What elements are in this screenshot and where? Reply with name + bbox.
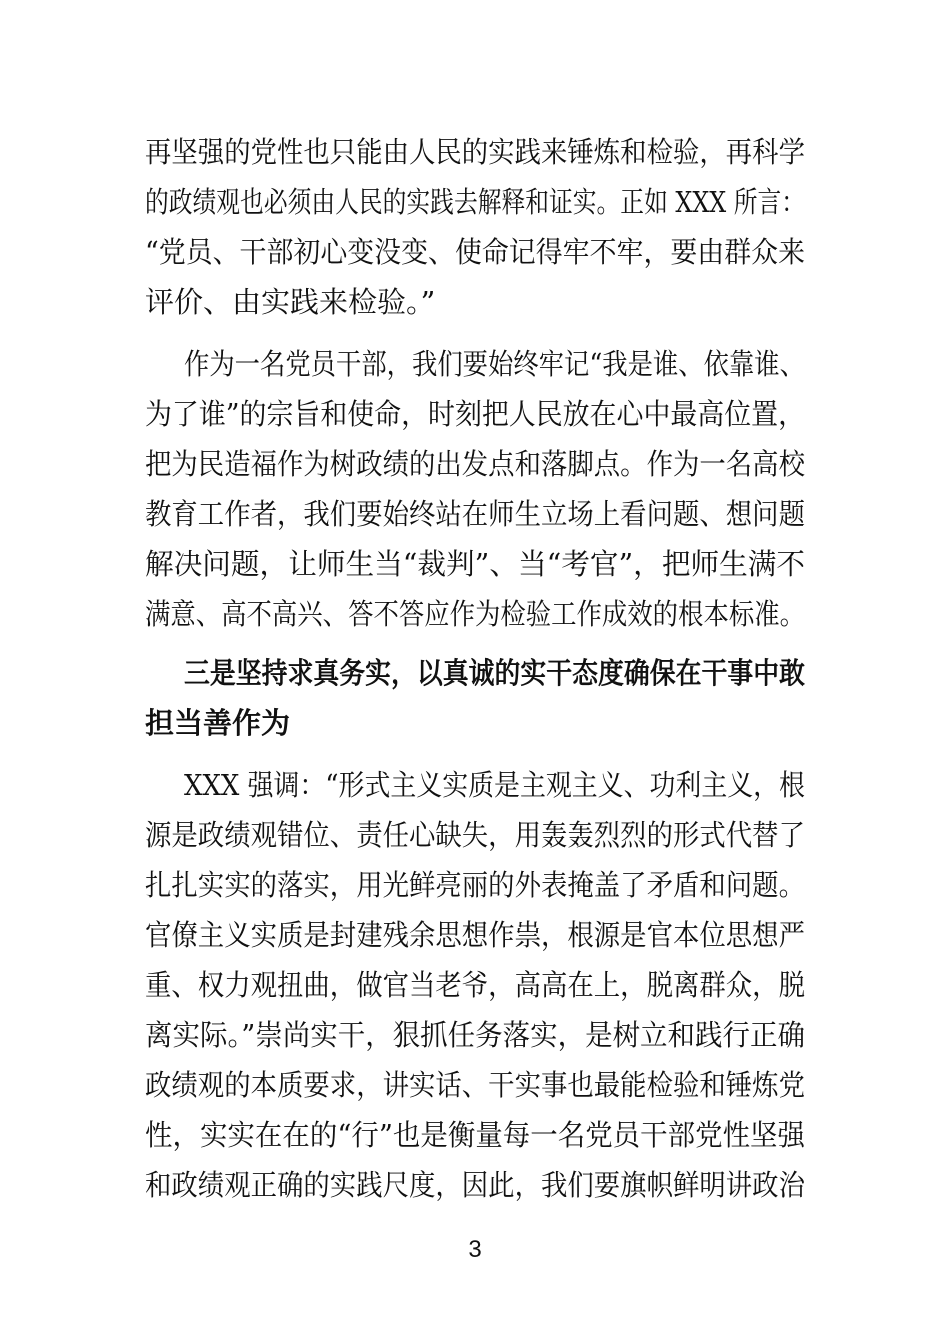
text-line	[0, 1060, 950, 1110]
text-line	[0, 439, 950, 489]
text-line	[0, 127, 950, 177]
heading-line	[0, 698, 950, 748]
text-line	[0, 389, 950, 439]
text-line	[0, 1160, 950, 1210]
text-line	[0, 1110, 950, 1160]
line-text: XXX 强调：“形式主义实质是主观主义、功利主义，根	[184, 768, 805, 802]
text-line	[0, 910, 950, 960]
line-text: 的政绩观也必须由人民的实践去解释和证实。正如 XXX 所言：	[145, 185, 806, 219]
line-text: 离实际。”崇尚实干，狠抓任务落实，是树立和践行正确	[145, 1018, 805, 1052]
line-text: 解决问题，让师生当“裁判”、当“考官”，把师生满不	[145, 547, 806, 581]
line-text: 作为一名党员干部，我们要始终牢记“我是谁、依靠谁、	[184, 347, 805, 381]
line-text: “党员、干部初心变没变、使命记得牢不牢，要由群众来	[145, 235, 806, 269]
line-text: 评价、由实践来检验。”	[145, 285, 436, 319]
line-text: 源是政绩观错位、责任心缺失，用轰轰烈烈的形式代替了	[145, 818, 805, 852]
text-line	[0, 1010, 950, 1060]
line-text: 官僚主义实质是封建残余思想作祟，根源是官本位思想严	[145, 918, 805, 952]
text-line	[0, 339, 950, 389]
heading-line	[0, 648, 950, 698]
line-text: 政绩观的本质要求，讲实话、干实事也最能检验和锤炼党	[145, 1068, 805, 1102]
line-text: 为了谁”的宗旨和使命，时刻把人民放在心中最高位置，	[145, 397, 806, 431]
text-line	[0, 810, 950, 860]
line-text: 扎扎实实的落实，用光鲜亮丽的外表掩盖了矛盾和问题。	[145, 868, 805, 902]
heading-text: 三是坚持求真务实，以真诚的实干态度确保在干事中敢	[184, 656, 805, 690]
text-line	[0, 960, 950, 1010]
heading-text: 担当善作为	[145, 706, 291, 740]
page-number: 3	[468, 1236, 482, 1263]
text-line	[0, 277, 950, 327]
line-text: 再坚强的党性也只能由人民的实践来锤炼和检验，再科学	[145, 135, 805, 169]
line-text: 和政绩观正确的实践尺度，因此，我们要旗帜鲜明讲政治	[145, 1168, 805, 1202]
text-line	[0, 177, 950, 227]
text-line	[0, 227, 950, 277]
line-text: 重、权力观扭曲，做官当老爷，高高在上，脱离群众，脱	[145, 968, 805, 1002]
line-text: 教育工作者，我们要始终站在师生立场上看问题、想问题	[145, 497, 805, 531]
text-line	[0, 589, 950, 639]
text-line	[0, 760, 950, 810]
line-text: 满意、高不高兴、答不答应作为检验工作成效的根本标准。	[145, 597, 805, 631]
text-line	[0, 539, 950, 589]
text-line	[0, 489, 950, 539]
line-text: 把为民造福作为树政绩的出发点和落脚点。作为一名高校	[145, 447, 805, 481]
text-line	[0, 860, 950, 910]
line-text: 性，实实在在的“行”也是衡量每一名党员干部党性坚强	[145, 1118, 806, 1152]
